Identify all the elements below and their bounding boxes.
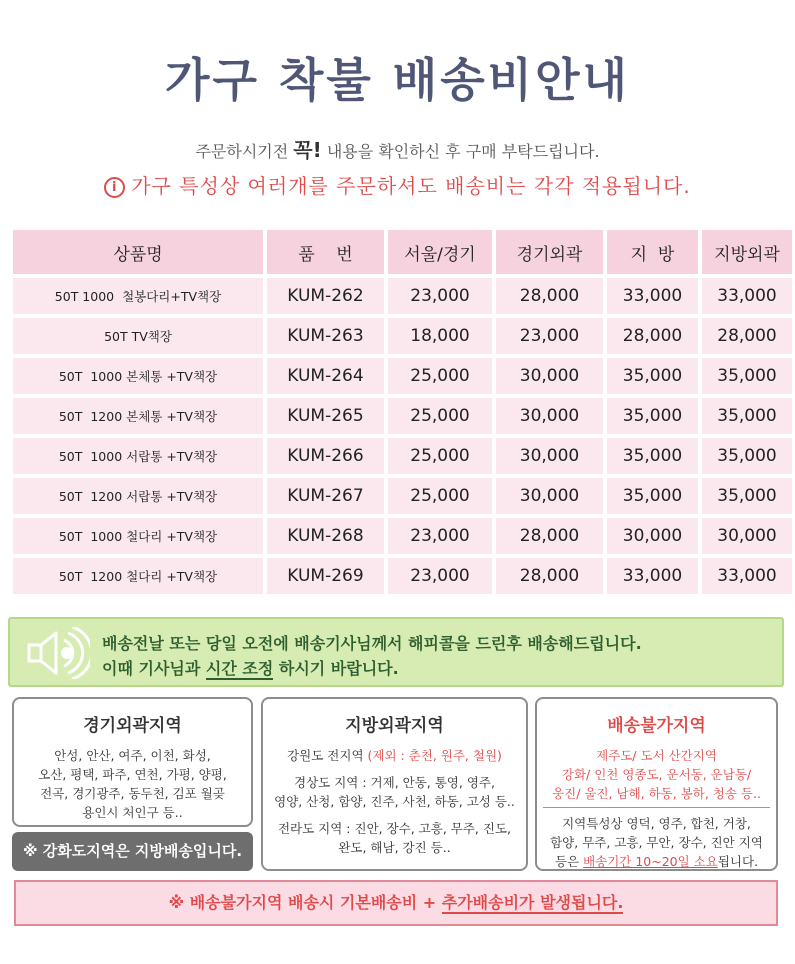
long-delivery-line (537, 852, 776, 871)
notice-line-2-end: 하시기 바랍니다. (273, 659, 399, 678)
cell-province-fee: 35,000 (607, 438, 698, 474)
intro-text (0, 134, 795, 163)
delivery-period: 배송기간 10~20일 소요 (583, 854, 718, 869)
cell-province-fee: 35,000 (607, 478, 698, 514)
speaker-icon (26, 627, 90, 679)
cell-product-name: 50T TV책장 (13, 318, 263, 354)
province-outskirts-box (261, 697, 528, 871)
cell-product-name: 50T 1000 철다리 +TV책장 (13, 518, 263, 554)
unavailable-line: 제주도/ 도서 산간지역 (596, 748, 717, 763)
cell-gyeonggi-outskirts-fee: 28,000 (496, 278, 603, 314)
gangwon-label: 강원도 전지역 (287, 748, 368, 763)
divider (543, 807, 770, 808)
cell-province-fee: 35,000 (607, 398, 698, 434)
cell-province-fee: 30,000 (607, 518, 698, 554)
table-header-row (13, 230, 792, 274)
long-delivery-end: 됩니다. (717, 854, 759, 869)
cell-product-code: KUM-267 (267, 478, 384, 514)
cell-province-outskirts-fee: 35,000 (702, 478, 792, 514)
unavailable-line: 강화/ 인천 영종도, 운서동, 운남동/ (561, 767, 752, 782)
gyeonggi-outskirts-line: 용인시 처인구 등.. (82, 805, 183, 820)
long-delivery-line: 지역특성상 영덕, 영주, 합천, 거창, (562, 816, 751, 831)
header-province: 지 방 (607, 230, 698, 274)
extra-fee-notice (14, 880, 778, 926)
cell-product-code: KUM-266 (267, 438, 384, 474)
intro-before: 주문하시기전 (195, 142, 294, 161)
cell-gyeonggi-outskirts-fee: 30,000 (496, 398, 603, 434)
cell-seoul-gyeonggi-fee: 25,000 (388, 398, 492, 434)
cell-province-fee: 28,000 (607, 318, 698, 354)
cell-product-code: KUM-264 (267, 358, 384, 394)
notice-line-2 (102, 656, 399, 679)
table-row (13, 438, 792, 474)
unavailable-line: 웅진/ 울진, 남해, 하동, 봉하, 청송 등.. (552, 786, 761, 801)
cell-gyeonggi-outskirts-fee: 30,000 (496, 438, 603, 474)
gangwon-exclusions: (제외 : 춘천, 원주, 철원) (367, 748, 502, 763)
notice-line-2-start: 이때 기사님과 (102, 659, 206, 678)
gyeonggi-outskirts-line: 오산, 평택, 파주, 연천, 가평, 양평, (38, 767, 227, 782)
extra-fee-highlight: 추가배송비가 발생됩니다. (441, 893, 624, 912)
gangwon-line (263, 746, 526, 765)
cell-product-code: KUM-265 (267, 398, 384, 434)
header-province-outskirts: 지방외곽 (702, 230, 792, 274)
table-row (13, 358, 792, 394)
cell-gyeonggi-outskirts-fee: 30,000 (496, 478, 603, 514)
info-circle-icon: i (104, 177, 125, 198)
cell-province-outskirts-fee: 35,000 (702, 438, 792, 474)
table-row (13, 278, 792, 314)
gyeonggi-outskirts-line: 안성, 안산, 여주, 이천, 화성, (54, 748, 211, 763)
intro-emphasis: 꼭! (293, 138, 322, 162)
cell-seoul-gyeonggi-fee: 23,000 (388, 558, 492, 594)
cell-seoul-gyeonggi-fee: 18,000 (388, 318, 492, 354)
cell-province-outskirts-fee: 33,000 (702, 278, 792, 314)
cell-province-fee: 33,000 (607, 278, 698, 314)
cell-product-name: 50T 1000 철봉다리+TV책장 (13, 278, 263, 314)
cell-province-outskirts-fee: 35,000 (702, 398, 792, 434)
long-delivery-line: 함양, 무주, 고흥, 무안, 장수, 진안 지역 (550, 835, 763, 850)
cell-seoul-gyeonggi-fee: 25,000 (388, 358, 492, 394)
cell-gyeonggi-outskirts-fee: 28,000 (496, 518, 603, 554)
header-product-name: 상품명 (13, 230, 263, 274)
cell-product-code: KUM-262 (267, 278, 384, 314)
gyeongsang-line: 경상도 지역 : 거제, 안동, 통영, 영주, (294, 775, 495, 790)
cell-province-outskirts-fee: 28,000 (702, 318, 792, 354)
cell-province-fee: 35,000 (607, 358, 698, 394)
jeolla-line: 완도, 해남, 강진 등.. (338, 840, 451, 855)
cell-product-code: KUM-268 (267, 518, 384, 554)
intro-after: 내용을 확인하신 후 구매 부탁드립니다. (321, 142, 600, 161)
cell-product-code: KUM-269 (267, 558, 384, 594)
cell-product-name: 50T 1000 서랍통 +TV책장 (13, 438, 263, 474)
cell-gyeonggi-outskirts-fee: 23,000 (496, 318, 603, 354)
long-delivery-start: 등은 (554, 854, 584, 869)
happy-call-notice (8, 617, 784, 687)
table-row (13, 398, 792, 434)
table-row (13, 478, 792, 514)
province-outskirts-title: 지방외곽지역 (345, 716, 444, 736)
cell-gyeonggi-outskirts-fee: 28,000 (496, 558, 603, 594)
cell-seoul-gyeonggi-fee: 25,000 (388, 478, 492, 514)
gyeonggi-outskirts-title: 경기외곽지역 (83, 716, 182, 736)
notice-line-1: 배송전날 또는 당일 오전에 배송기사님께서 해피콜을 드린후 배송해드립니다. (102, 634, 642, 653)
header-product-code: 품 번 (267, 230, 384, 274)
cell-product-name: 50T 1200 서랍통 +TV책장 (13, 478, 263, 514)
header-seoul-gyeonggi: 서울/경기 (388, 230, 492, 274)
cell-product-code: KUM-263 (267, 318, 384, 354)
jeolla-line: 전라도 지역 : 진안, 장수, 고흥, 무주, 진도, (277, 821, 512, 836)
ganghwa-note: ※ 강화도지역은 지방배송입니다. (12, 832, 253, 871)
header-gyeonggi-outskirts: 경기외곽 (496, 230, 603, 274)
unavailable-area-title: 배송불가지역 (607, 716, 706, 736)
cell-province-fee: 33,000 (607, 558, 698, 594)
table-row (13, 318, 792, 354)
table-row (13, 558, 792, 594)
gyeongsang-line: 영양, 산청, 함양, 진주, 사천, 하동, 고성 등.. (274, 794, 515, 809)
cell-seoul-gyeonggi-fee: 23,000 (388, 518, 492, 554)
shipping-warning (0, 170, 795, 199)
cell-seoul-gyeonggi-fee: 23,000 (388, 278, 492, 314)
cell-product-name: 50T 1000 본체통 +TV책장 (13, 358, 263, 394)
cell-product-name: 50T 1200 본체통 +TV책장 (13, 398, 263, 434)
cell-product-name: 50T 1200 철다리 +TV책장 (13, 558, 263, 594)
shipping-rate-table (9, 226, 795, 598)
unavailable-area-box (535, 697, 778, 871)
cell-province-outskirts-fee: 33,000 (702, 558, 792, 594)
page-title: 가구 착불 배송비안내 (165, 53, 630, 107)
cell-seoul-gyeonggi-fee: 25,000 (388, 438, 492, 474)
cell-province-outskirts-fee: 35,000 (702, 358, 792, 394)
cell-gyeonggi-outskirts-fee: 30,000 (496, 358, 603, 394)
table-row (13, 518, 792, 554)
notice-time-adjust: 시간 조정 (205, 659, 274, 678)
gyeonggi-outskirts-box (12, 697, 253, 827)
cell-province-outskirts-fee: 30,000 (702, 518, 792, 554)
gyeonggi-outskirts-line: 전곡, 경기광주, 동두천, 김포 월곶 (40, 786, 225, 801)
extra-fee-start: ※ 배송불가지역 배송시 기본배송비 + (168, 893, 442, 912)
warning-text: 가구 특성상 여러개를 주문하셔도 배송비는 각각 적용됩니다. (131, 174, 691, 198)
